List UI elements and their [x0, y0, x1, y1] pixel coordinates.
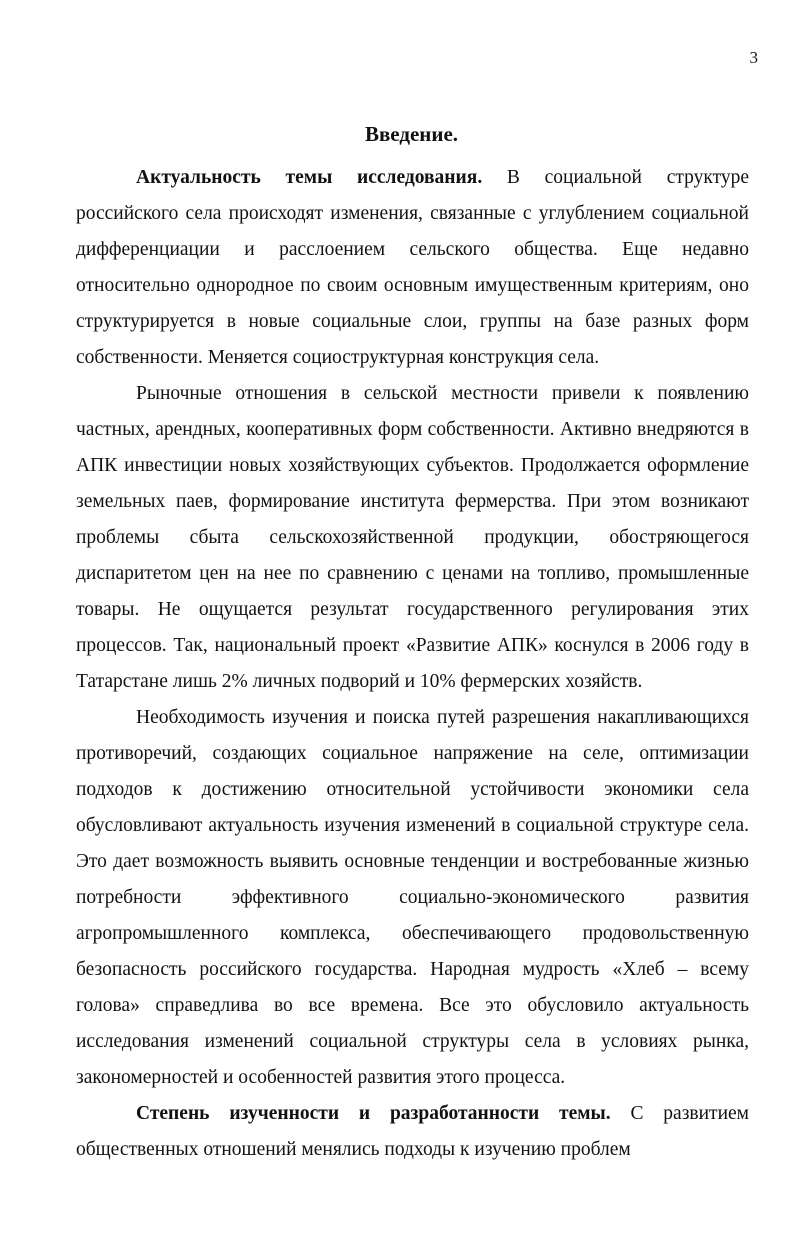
degree-paragraph-1-text: С развитием общественных отношений менялись подходы к изучению проблем	[76, 1103, 750, 1160]
relevance-lead: Актуальность темы исследования.	[136, 167, 483, 188]
paragraph-degree-1	[76, 1096, 749, 1168]
degree-lead: Степень изученности и разработанности темы.	[136, 1103, 611, 1124]
paragraph-relevance-3: Необходимость изучения и поиска путей разрешения накапливающихся противоречий, создающих социальное напряжение на селе, оптимизации подходов к достижению относительной устойчивости экономики села обусловливают актуальность изучения изменений в социальной структуре села. Это дает возможность выявить основные тенденции и востребованные жизнью потребности эффективного социально-экономического развития агропромышленного комплекса, обеспечивающего продовольственную безопасность российского государства. Народная мудрость «Хлеб – всему голова» справедлива во все времена. Все это обусловило актуальность исследования изменений социальной структуры села в условиях рынка, закономерностей и особенностей развития этого процесса.	[76, 707, 749, 1088]
body-text	[76, 160, 749, 1168]
section-heading: Введение.	[364, 122, 459, 146]
relevance-paragraph-1-text: В социальной структуре российского села происходят изменения, связанные с углублением социальной дифференциации и расслоением сельского общества. Еще недавно относительно однородное по своим основным имущественным критериям, оно структурируется в новые социальные слои, группы на базе разных форм собственности. Меняется социоструктурная конструкция села.	[76, 167, 750, 368]
paragraph-relevance-1	[76, 160, 749, 376]
page-number: 3	[749, 48, 758, 67]
paragraph-relevance-2: Рыночные отношения в сельской местности привели к появлению частных, арендных, кооперативных форм собственности. Активно внедряются в АПК инвестиции новых хозяйствующих субъектов. Продолжается оформление земельных паев, формирование института фермерства. При этом возникают проблемы сбыта сельскохозяйственной продукции, обостряющегося диспаритетом цен на нее по сравнению с ценами на топливо, промышленные товары. Не ощущается результат государственного регулирования этих процессов. Так, национальный проект «Развитие АПК» коснулся в 2006 году в Татарстане лишь 2% личных подворий и 10% фермерских хозяйств.	[76, 383, 749, 692]
